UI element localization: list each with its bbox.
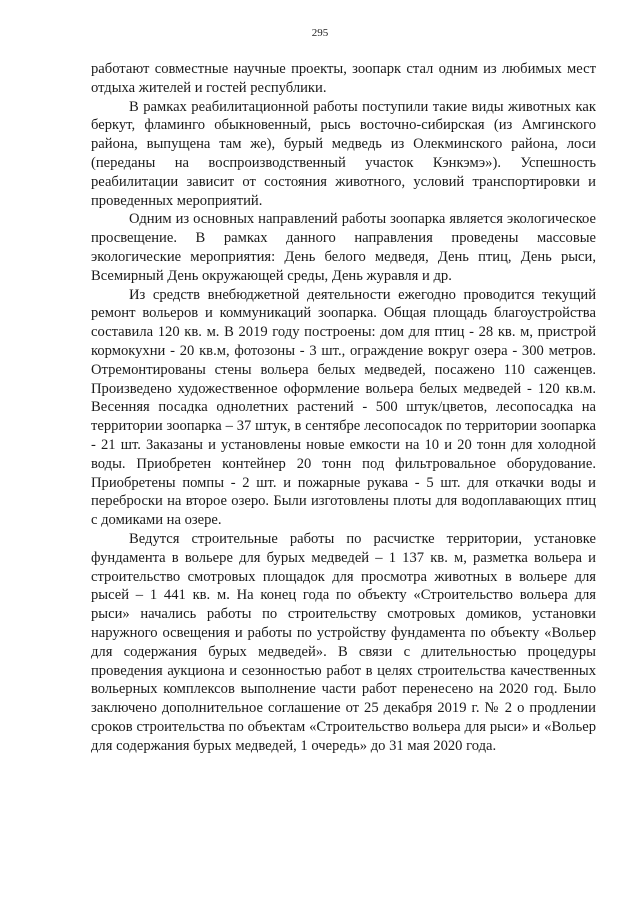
paragraph-continuation: работают совместные научные проекты, зоопарк стал одним из любимых мест отдыха жителей и гостей республики. xyxy=(91,61,596,96)
paragraph-ecological-education: Одним из основных направлений работы зоопарка является экологическое просвещение. В рамках данного направления проведены массовые экологические мероприятия: День белого медведя, День птиц, День рыси, Всемирный День окружающей среды, День журавля и др. xyxy=(91,211,596,284)
paragraph-repairs: Из средств внебюджетной деятельности ежегодно проводится текущий ремонт вольеров и коммуникаций зоопарка. Общая площадь благоустройства составила 120 кв. м. В 2019 году построены: дом для птиц - 28 кв. м, пристрой кормокухни - 20 кв.м, фотозоны - 3 шт., ограждение вокруг озера - 300 метров. Отремонтированы стены вольера белых медведей, посажено 110 саженцев. Произведено художественное оформление вольера белых медведей - 120 кв.м. Весенняя посадка однолетних растений - 500 штук/цветов, лесопосадка на территории зоопарка – 37 штук, в сентябре лесопосадок по территории зоопарка - 21 шт. Заказаны и установлены новые емкости на 10 и 20 тонн для холодной воды. Приобретен контейнер 20 тонн под фильтровальное оборудование. Приобретены помпы - 2 шт. и пожарные рукава - 5 шт. для откачки воды и переброски на второе озеро. Были изготовлены плоты для водоплавающих птиц с домиками на озере. xyxy=(91,286,596,529)
paragraph-construction: Ведутся строительные работы по расчистке территории, установке фундамента в вольере для бурых медведей – 1 137 кв. м, разметка вольера и строительство смотровых площадок для просмотра животных в вольере для рысей – 1 441 кв. м. На конец года по объекту «Строительство вольера для рыси» начались работы по строительству смотровых домиков, установки наружного освещения и работы по устройству фундамента по объекту «Вольер для содержания бурых медведей». В связи с длительностью процедуры проведения аукциона и сезонностью работ в целях строительства качественных вольерных комплексов выполнение части работ перенесено на 2020 год. Было заключено дополнительное соглашение от 25 декабря 2019 г. № 2 о продлении сроков строительства по объектам «Строительство вольера для рыси» и «Вольер для содержания бурых медведей, 1 очередь» до 31 мая 2020 года. xyxy=(91,530,596,754)
document-body xyxy=(91,60,596,755)
page-number: 295 xyxy=(311,27,329,39)
paragraph-rehabilitation: В рамках реабилитационной работы поступили такие виды животных как беркут, фламинго обыкновенный, рысь восточно-сибирская (из Амгинского района, выпущена там же), бурый медведь из Олекминского района, лоси (переданы на воспроизводственный участок Кэнкэмэ»). Успешность реабилитации зависит от состояния животного, условий транспортировки и проведенных мероприятий. xyxy=(91,98,596,209)
